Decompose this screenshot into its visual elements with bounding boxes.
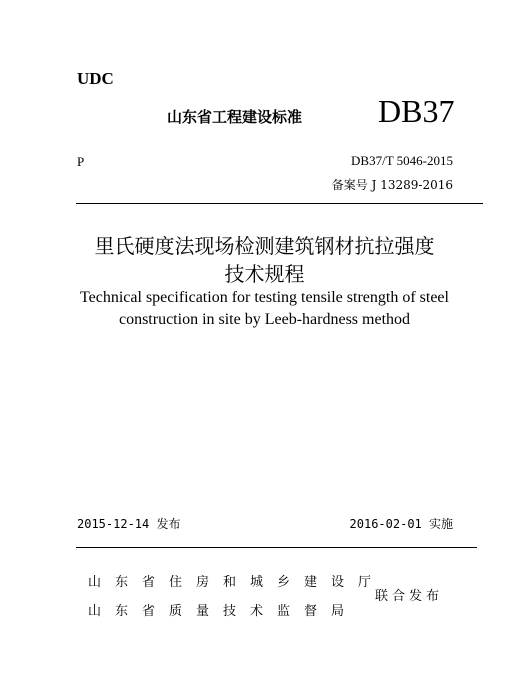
title-chinese-line2: 技术规程 [224, 262, 305, 286]
bottom-divider [76, 547, 477, 548]
title-chinese-line1: 里氏硬度法现场检测建筑钢材抗拉强度 [94, 234, 435, 258]
top-divider [76, 203, 483, 204]
classification-code: P [77, 154, 85, 169]
issue-date: 2015-12-14 发布 [77, 517, 181, 531]
record-number: 备案号 J 13289-2016 [331, 178, 453, 192]
udc-label: UDC [77, 69, 114, 88]
implementation-date: 2016-02-01 实施 [349, 517, 453, 531]
publisher-housing-dept: 山东省住房和城乡建设厅 [88, 575, 386, 590]
title-english-line1: Technical specification for testing tensile strength of steel [80, 289, 449, 306]
standard-number: DB37/T 5046-2015 [351, 153, 453, 168]
standard-type: 山东省工程建设标准 [167, 108, 303, 126]
standard-code: DB37 [378, 93, 455, 129]
publisher-quality-bureau: 山东省质量技术监督局 [88, 604, 359, 619]
title-english-line2: construction in site by Leeb-hardness method [118, 311, 411, 328]
joint-issue-label: 联合发布 [375, 589, 444, 604]
